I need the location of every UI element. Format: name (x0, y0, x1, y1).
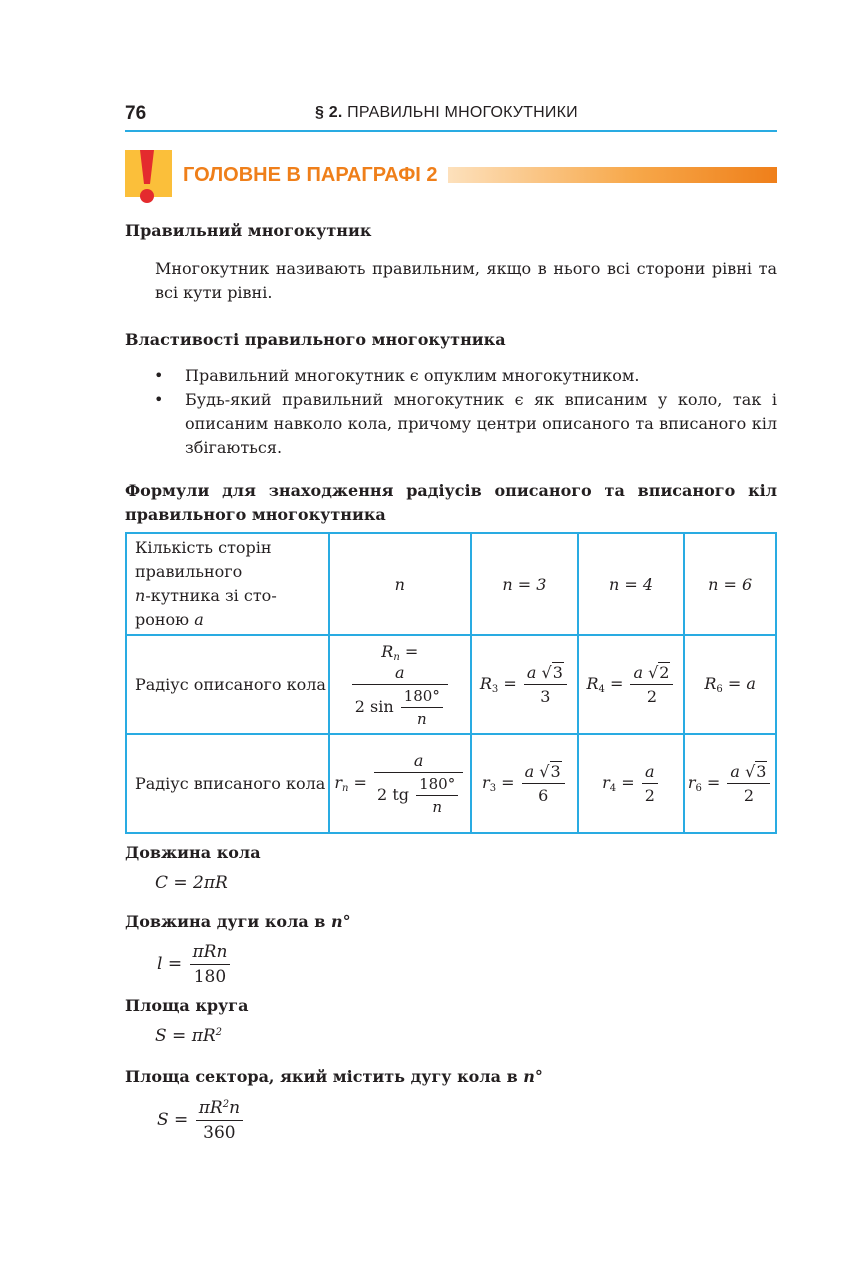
table-header-label: Кількість сторін правильного n-кутника зі сто- роною a (126, 533, 329, 635)
table-header-cell: n (329, 533, 472, 635)
table-row (126, 734, 776, 833)
formula-circumradius-general: $R_n$ = a 2 sin $\frac{180^\circ}{n}$ (329, 635, 472, 734)
formula-inradius-n4: $r_4$ = $\frac{a}{2}$ (578, 734, 685, 833)
summary-banner (125, 150, 777, 206)
formula-inradius-general: $r_n$ = a 2 tg $\frac{180^\circ}{n}$ (329, 734, 472, 833)
row-label-circumradius: Радіус описаного кола (126, 635, 329, 734)
banner-title: ГОЛОВНЕ В ПАРАГРАФІ 2 (183, 164, 448, 187)
formula-arc-length: l = $\frac{\text{πRn}}{180}$ (157, 942, 232, 987)
heading-circle-length: Довжина кола (125, 843, 261, 862)
formula-circumradius-n3: $R_3$ = $\frac{a √3}{3}$ (471, 635, 578, 734)
page-header (125, 100, 777, 132)
running-title (315, 104, 578, 122)
property-item-2: Будь-який правильний многокутник є як вписаним у коло, так і описаним навколо кола, причому центри описаного та вписаного кіл збігаються. (185, 390, 777, 457)
table-row (126, 533, 776, 635)
table-header-cell: n = 4 (578, 533, 685, 635)
heading-regular-polygon: Правильний многокутник (125, 221, 372, 240)
page-number: 76 (125, 103, 147, 124)
heading-formulas: Формули для знаходження радіусів описаного та вписаного кіл правильного многокутника (125, 481, 777, 524)
bullet-icon: • (154, 366, 164, 385)
heading-properties: Властивості правильного многокутника (125, 330, 506, 349)
definition-text: Многокутник називають правильним, якщо в нього всі сторони рівні та всі кути рівні. (155, 259, 777, 302)
heading-circle-area: Площа круга (125, 996, 249, 1015)
table-header-cell: n = 6 (684, 533, 776, 635)
formula-circumradius-n4: $R_4$ = $\frac{a √2}{2}$ (578, 635, 685, 734)
formula-inradius-n3: $r_3$ = $\frac{a √3}{6}$ (471, 734, 578, 833)
radius-formulas-table (125, 532, 777, 834)
formula-sector-area: S = $\frac{\pi R^2n}{360}$ (157, 1098, 245, 1143)
formula-circle-length: C = 2πR (155, 873, 228, 893)
exclamation-icon (132, 150, 162, 206)
table-row (126, 635, 776, 734)
heading-arc-length: Довжина дуги кола в n° (125, 912, 351, 931)
heading-sector-area: Площа сектора, який містить дугу кола в n° (125, 1067, 543, 1086)
property-item-1: Правильний многокутник є опуклим многокутником. (185, 366, 640, 385)
formula-circumradius-n6: $R_6 = a$ (684, 635, 776, 734)
section-title: ПРАВИЛЬНІ МНОГОКУТНИКИ (347, 104, 578, 121)
bullet-icon: • (154, 390, 164, 409)
formula-inradius-n6: $r_6$ = $\frac{a √3}{2}$ (684, 734, 776, 833)
table-header-cell: n = 3 (471, 533, 578, 635)
formula-circle-area: $S = \pi R^2$ (155, 1026, 223, 1046)
row-label-inradius: Радіус вписаного кола (126, 734, 329, 833)
section-number: § 2. (315, 104, 343, 121)
